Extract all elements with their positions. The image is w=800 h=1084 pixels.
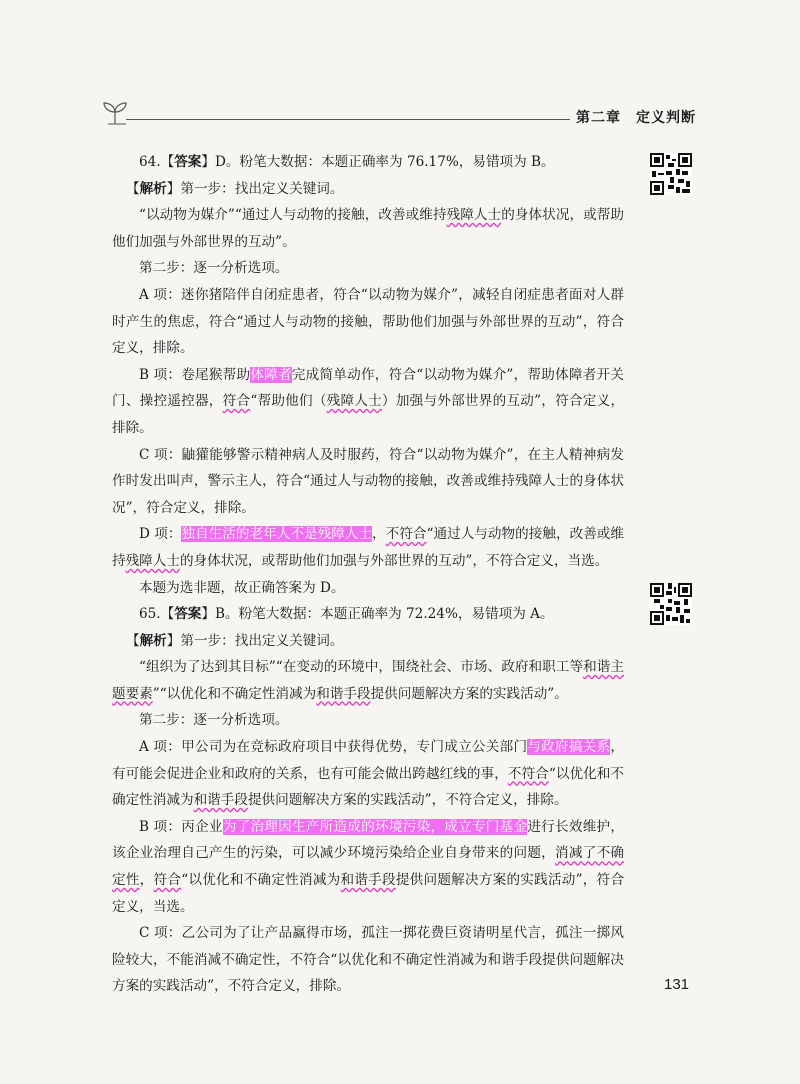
qr-code-icon[interactable] (650, 153, 692, 195)
q65-answer-line: 65.【答案】B。粉笔大数据：本题正确率为 72.24%，易错项为 A。 (139, 606, 554, 623)
q64-option-a: A 项：迷你猪陪伴自闭症患者，符合“以动物为媒介”，减轻自闭症患者面对人群时产生的焦虑，符合“通过人与动物的接触，帮助他们加强与外部世界的互动”，符合定义，排除。 (112, 286, 624, 357)
q65-option-b: B 项：丙企业为了治理因生产所造成的环境污染，成立专门基金进行长效维护，该企业治理自己产生的污染，可以减少环境污染给企业自身带来的问题，消减了不确定性，符合“以优化和不确定性消减为和谐手段提供问题解决方案的实践活动”，符合定义，当选。 (112, 818, 625, 915)
page-number: 131 (664, 976, 690, 993)
q65-step2: 第二步：逐一分析选项。 (139, 712, 289, 729)
q64-option-b: B 项：卷尾猴帮助体障者完成简单动作，符合“以动物为媒介”，帮助体障者开关门、操控遥控器，符合“帮助他们（残障人士）加强与外部世界的互动”，符合定义，排除。 (112, 366, 625, 436)
q64-option-d: D 项：独自生活的老年人不是残障人士，不符合“通过人与动物的接触，改善或维持残障人士的身体状况，或帮助他们加强与外部世界的互动”，不符合定义，当选。 (112, 526, 625, 569)
q64-step2: 第二步：逐一分析选项。 (139, 260, 289, 277)
q64-conclusion: 本题为选非题，故正确答案为 D。 (139, 579, 345, 596)
answer-content (112, 149, 624, 1000)
sprout-icon (100, 98, 130, 128)
page-header (100, 98, 700, 134)
qr-code-icon[interactable] (650, 583, 692, 625)
q64-answer-line: 64.【答案】D。粉笔大数据：本题正确率为 76.17%，易错项为 B。 (139, 154, 555, 170)
q65-option-c: C 项：乙公司为了让产品赢得市场，孤注一掷花费巨资请明星代言，孤注一掷风险较大，不能消减不确定性，不符合“以优化和不确定性消减为和谐手段提供问题解决方案的实践活动”，不符合定义，排除。 (112, 925, 624, 995)
q65-analysis-line: 【解析】第一步：找出定义关键词。 (126, 632, 344, 649)
q65-definition: “组织为了达到其目标”“在变动的环境中，围绕社会、市场、政府和职工等和谐主题要素”“以优化和不确定性消减为和谐手段提供问题解决方案的实践活动”。 (112, 659, 625, 702)
q64-option-c: C 项：鼬獾能够警示精神病人及时服药，符合“以动物为媒介”，在主人精神病发作时发出叫声，警示主人，符合“通过人与动物的接触，改善或维持残障人士的身体状况”，符合定义，排除。 (112, 446, 624, 516)
chapter-title: 第二章 定义判断 (570, 107, 696, 127)
q64-analysis-line: 【解析】第一步：找出定义关键词。 (126, 180, 344, 197)
q64-definition: “以动物为媒介”“通过人与动物的接触，改善或维持残障人士的身体状况，或帮助他们加强与外部世界的互动”。 (112, 207, 625, 250)
q65-option-a: A 项：甲公司为在竞标政府项目中获得优势，专门成立公关部门与政府搞关系，有可能会促进企业和政府的关系，也有可能会做出跨越红线的事，不符合“以优化和不确定性消减为和谐手段提供问题解决方案的实践活动”，不符合定义，排除。 (112, 739, 625, 809)
